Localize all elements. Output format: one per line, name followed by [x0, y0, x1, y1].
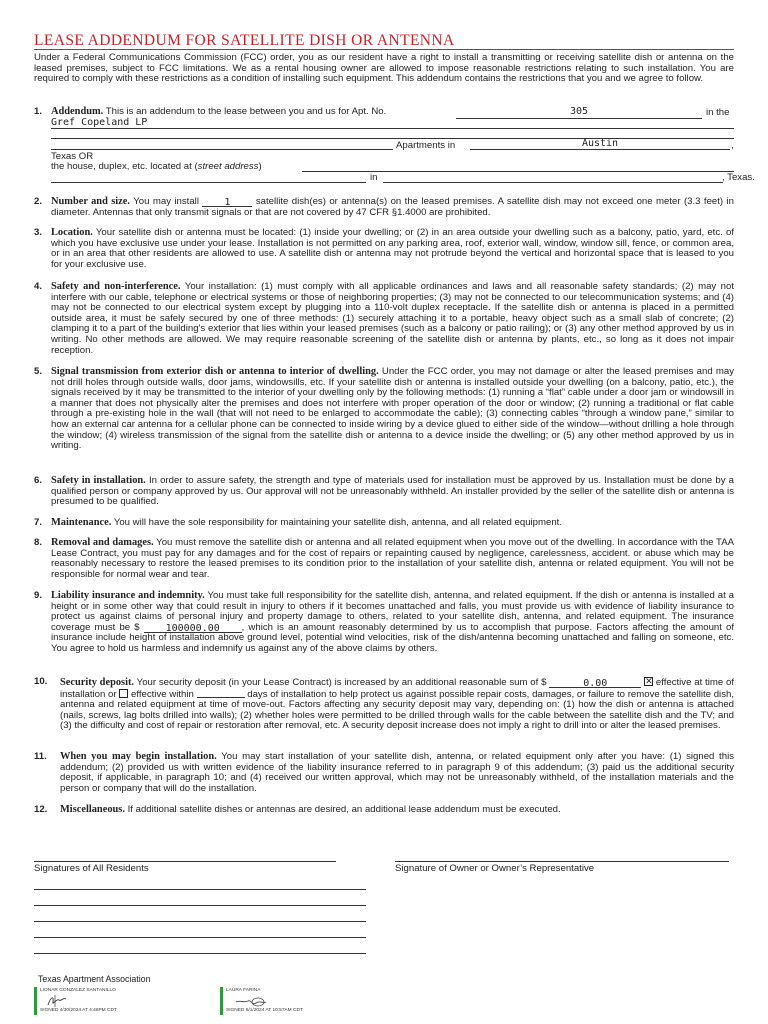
- deposit-amount-value: 0.00: [583, 678, 608, 689]
- option-1-label: effective at time of installation or: [60, 677, 734, 700]
- in-the-label: in the: [706, 107, 730, 118]
- section-text: Under the FCC order, you may not damage or alter the leased premises and may not drill holes through outside walls, door jams, windowsills, etc. If your satellite dish or antenna is installed outside your dwelling (on a balcony, patio, etc.), the signals received by it may be transmitted to the interior of your dwelling only by the following methods: (1) running a “flat” cable under a door jam or windowsill in a manner that does not physically alter the premises and does not interfere with proper operation of the door or window; (2) running a traditional or flat cable through a pre-existing hole in the wall (that will not need to be enlarged to accommodate the cable); (3) connecting cables “through a window pane,” similar to how an external car antenna for a cellular phone can be connected to inside wiring by a device glued to either side of the window—without drilling a hole through the window; (4) wireless transmission of the signal from the satellite dish or antenna to a device inside the dwelling; or (5) any other method approved by us in writing.: [51, 366, 735, 452]
- section-removal-damages: [34, 538, 734, 584]
- association-label: Texas Apartment Association: [38, 974, 151, 984]
- section-heading: Removal and damages.: [51, 537, 154, 548]
- residents-signature-label: Signatures of All Residents: [34, 863, 149, 874]
- city-line: [470, 149, 730, 150]
- section-text-a: Your security deposit (in your Lease Contract) is increased by an additional reasonable sum of $: [136, 677, 547, 688]
- section-text: You will have the sole responsibility for maintaining your satellite dish, antenna, and all related equipment.: [113, 517, 562, 528]
- apt-no-field[interactable]: 305: [569, 106, 589, 117]
- section-heading: Miscellaneous.: [60, 804, 125, 815]
- esign-name: LIONAR GONZALEZ SANTANILLO: [40, 988, 116, 993]
- section-number: 11.: [34, 751, 47, 762]
- section-text: Your installation: (1) must comply with all applicable ordinances and laws and all reasonable safety standards; (2) may not interfere with our cable, telephone or electrical systems or those of neighboring properties; (3) may not be connected to our telecommunication systems; and (4) may not be connected to our electrical system except by plugging into a 110-volt duplex receptacle. If the satellite dish or antenna is placed in a permitted outside area, it must be safely secured by one of three methods: (1) securely attaching it to a portable, heavy object such as a small slab of concrete; (2) clamping it to a part of the building's exterior that lies within your leased premises (such as a balcony or patio railing); or (3) any other method approved by us in writing. No other methods are allowed. We may require reasonable screening of the satellite dish or antenna by plants, etc., so long as it does not impair reception.: [51, 281, 735, 356]
- section-number: 12.: [34, 804, 48, 815]
- section-heading: Liability insurance and indemnity.: [51, 590, 205, 601]
- section-signal-transmission: [34, 367, 734, 467]
- section-text: In order to assure safety, the strength and type of materials used for installation must be approved by us. Installation must be done by a qualified person or company approved by us. Our approval will not be unreasonably withheld. An installer provided by the seller of the satellite dish or antenna is presumed to be qualified.: [51, 475, 735, 508]
- owner-signature-label: Signature of Owner or Owner’s Representative: [395, 863, 595, 874]
- signature-mark-icon: [46, 994, 68, 1008]
- resident-signature-line-4[interactable]: [34, 921, 366, 922]
- section-text: You must remove the satellite dish or antenna and all related equipment when you move out of the dwelling. In accordance with the TAA Lease Contract, you must pay for any damages and for the cost of repairs or repainting caused by negligence, carelessness, accident. or abuse which may be reasonably necessary to restore the leased premises to its condition prior to the installation of your satellite dish, antenna or related equipment. You will not be responsible for normal wear and tear.: [51, 537, 735, 580]
- document-title: LEASE ADDENDUM FOR SATELLITE DISH OR ANTENNA: [34, 32, 455, 49]
- effective-at-installation-checkbox[interactable]: [644, 677, 653, 686]
- section-miscellaneous: [34, 805, 734, 817]
- owner-line-1: [51, 128, 734, 129]
- resident-signature-line-5[interactable]: [34, 937, 366, 938]
- days-field[interactable]: [197, 689, 245, 698]
- owner-signature-line[interactable]: [395, 861, 729, 862]
- section-text-b: , which is an amount reasonably determined by us to accomplish that purpose. Factors affecting the amount of insurance include height of installation above ground level, potential wind velocities, risk of the dish/antenna becoming unattached and falling on someone, etc. You agree to hold us harmless and indemnify us against any of the above claims by others.: [51, 621, 735, 654]
- section-number: 2.: [34, 196, 43, 207]
- section-maintenance: [34, 518, 734, 530]
- section-text: You may start installation of your satellite dish, antenna, or related equipment only after you have: (1) signed this addendum; (2) provided us with written evidence of the liability insurance referred to in paragraph 9 of this addendum; (3) paid us the additional security deposit, if applicable, in paragraph 10; and (4) received our written approval, which may not be unreasonably withheld, of the installation materials and the person or company that will do the installation.: [60, 751, 734, 794]
- title-rule: [34, 49, 734, 50]
- effective-within-checkbox[interactable]: [119, 689, 128, 698]
- house-address-label: [51, 161, 262, 172]
- section-heading: Number and size.: [51, 196, 130, 207]
- esignature-resident: [34, 987, 194, 1015]
- section-text-b: days of installation to help protect us against possible repair costs, damages, or failure to remove the satellite dish, antenna and related equipment at time of move-out. Factors affecting any security deposit may vary, depending on: (1) how the dish or antenna is attached (nails, screws, lag bolts drilled into walls); (2) whether holes were permitted to be drilled through walls for the cable between the satellite dish and the TV; and (3) the difficulty and cost of repair or restoration after removal, etc. A security deposit increase does not imply a right to drill into or alter the leased premises.: [60, 688, 734, 732]
- section-text-pre: You may install: [133, 196, 199, 207]
- section-text-a: You must take full responsibility for the satellite dish, antenna, and related equipment. If the dish or antenna is installed at a height or in some other way that could result in injury to others if it becomes unattached and falls, you must provide us with evidence of liability insurance to protect us against claims of personal injury and property damage to others, related to your satellite dish, antenna, and related equipment. The insurance coverage must be $: [51, 590, 734, 633]
- city-comma: ,: [731, 140, 734, 151]
- in-label: in: [370, 172, 378, 183]
- section-heading: When you may begin installation.: [60, 751, 217, 762]
- section-number: 9.: [34, 590, 43, 601]
- apt-no-line: [456, 118, 702, 119]
- section-text: Your satellite dish or antenna must be located: (1) inside your dwelling; or (2) in an area outside your dwelling such as a balcony, patio, yard, etc. of which you have exclusive use under your lease. Installation is not permitted on any parking area, roof, exterior wall, window, window sill, fence, or common area, or in an area that other residents are allowed to use. A satellite dish or antenna may not protrude beyond the vertical and horizontal space that is leased to you for your exclusive use.: [51, 227, 734, 270]
- section-number: 5.: [34, 366, 43, 377]
- insurance-amount-value: 100000.00: [165, 622, 220, 634]
- resident-signature-line-3[interactable]: [34, 905, 366, 906]
- resident-signature-line-6[interactable]: [34, 953, 366, 954]
- section-text: If additional satellite dishes or antennas are desired, an additional lease addendum must be executed.: [127, 804, 561, 815]
- section-heading: Security deposit.: [60, 677, 135, 688]
- section-safety-interference: [34, 282, 734, 360]
- city-line-2[interactable]: [383, 182, 723, 183]
- street-address-line[interactable]: [302, 171, 734, 172]
- section-begin-installation: [34, 752, 734, 798]
- section-number: 10.: [34, 676, 48, 687]
- house-prefix: the house, duplex, etc. located at (: [51, 161, 198, 172]
- owner-name-field[interactable]: Gref Copeland LP: [51, 117, 148, 128]
- esign-bar: [220, 987, 223, 1015]
- section-safety-installation: [34, 476, 734, 511]
- section-text: This is an addendum to the lease between you and us for Apt. No.: [105, 106, 387, 117]
- esign-bar: [34, 987, 37, 1015]
- section-heading: Maintenance.: [51, 517, 112, 528]
- section-number: 6.: [34, 475, 43, 486]
- texas-or-label: Texas OR: [51, 151, 94, 162]
- option-2-label: effective within: [131, 688, 194, 700]
- intro-paragraph: Under a Federal Communications Commission (FCC) order, you as our resident have a right to install a transmitting or receiving satellite dish or antenna on the leased premises, subject to FCC limitations. We as a rental housing owner are allowed to impose reasonable restrictions relating to such installation. You are required to comply with these restrictions as a condition of installing such equipment. This addendum contains the restrictions that you and we agree to follow.: [34, 52, 734, 85]
- section-text-post: satellite dish(es) or antenna(s) on the leased premises. A satellite dish may not exceed one meter (3.3 feet) in diameter. Antennas that only transmit signals or that are not covered by 47 CFR §1.4000 are prohibited.: [51, 196, 735, 218]
- section-number: 3.: [34, 227, 43, 238]
- owner-line-3: [51, 149, 393, 150]
- section-heading: Safety and non-interference.: [51, 281, 181, 292]
- section-liability-insurance: [34, 591, 734, 669]
- section-number: 7.: [34, 517, 43, 528]
- dish-count-value: 1: [224, 197, 231, 208]
- section-heading: Addendum.: [51, 106, 104, 117]
- resident-signature-line-2[interactable]: [34, 889, 366, 890]
- section-location: [34, 228, 734, 274]
- esign-name: LAURA FARINA: [226, 988, 261, 993]
- apartments-in-label: Apartments in: [396, 140, 456, 151]
- section-security-deposit: [34, 677, 734, 745]
- section-number: 4.: [34, 281, 43, 292]
- city-field[interactable]: Austin: [581, 138, 619, 149]
- texas-end-label: , Texas.: [722, 172, 755, 183]
- address-line-2[interactable]: [51, 182, 366, 183]
- section-number-size: [34, 197, 734, 221]
- section-heading: Location.: [51, 227, 93, 238]
- deposit-amount-field[interactable]: [549, 679, 641, 688]
- esign-timestamp: SIGNED 4/30/2024 AT 4:46PM CDT: [40, 1008, 117, 1013]
- esignature-owner: [220, 987, 380, 1015]
- resident-signature-line-1[interactable]: [34, 861, 336, 862]
- house-suffix: ): [258, 161, 262, 172]
- section-heading: Signal transmission from exterior dish or antenna to interior of dwelling.: [51, 366, 379, 377]
- section-number: 8.: [34, 537, 43, 548]
- section-number: 1.: [34, 106, 43, 117]
- esign-timestamp: SIGNED 5/1/2024 AT 10:57AM CDT: [226, 1008, 303, 1013]
- section-heading: Safety in installation.: [51, 475, 146, 486]
- signature-mark-icon: [234, 994, 268, 1008]
- street-address-hint: street address: [197, 161, 259, 172]
